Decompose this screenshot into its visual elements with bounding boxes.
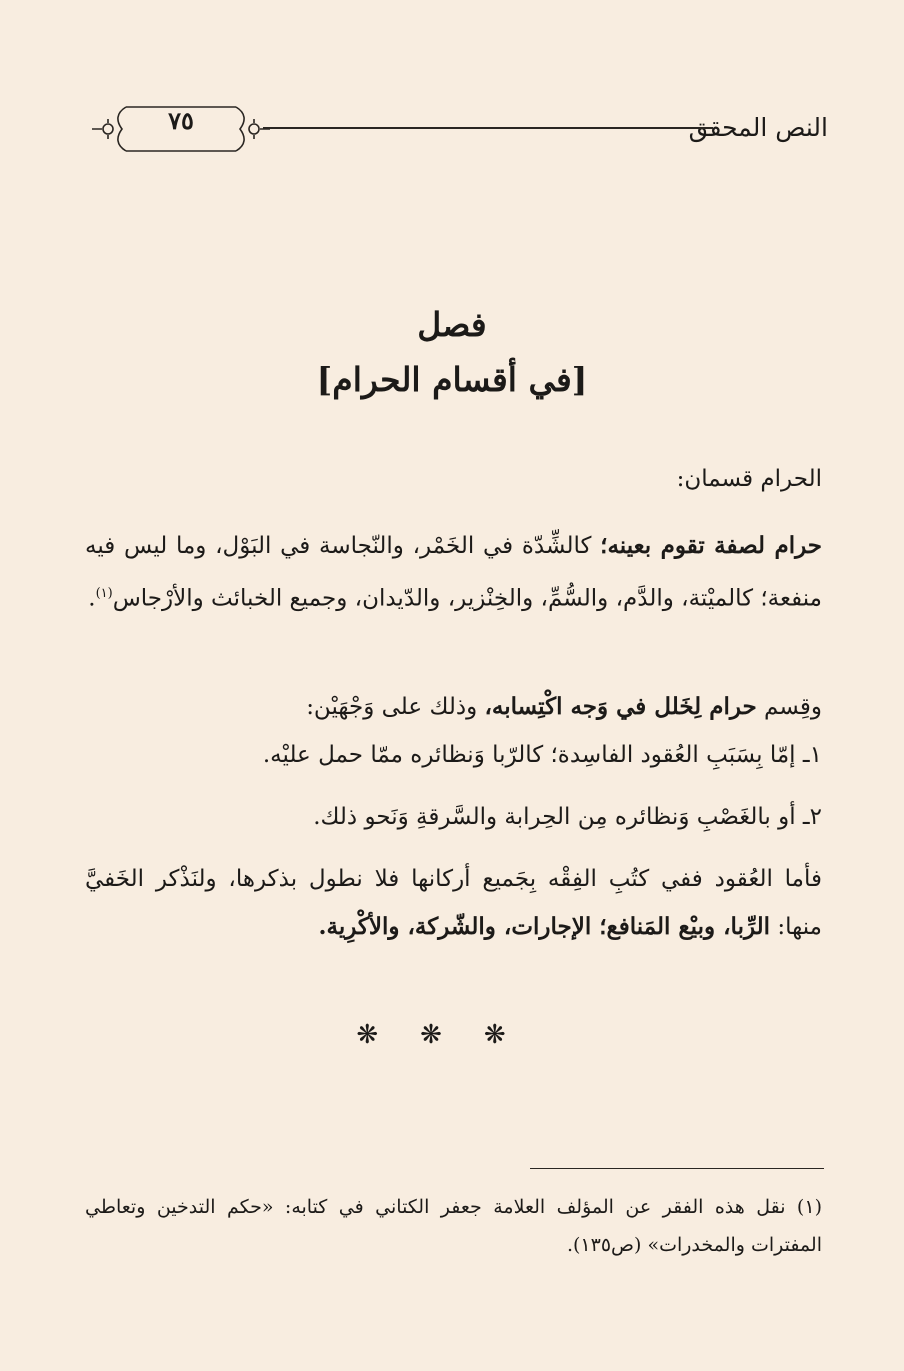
- list-item-1: ١ـ إمّا بِسَبَبِ العُقود الفاسِدة؛ كالرّبا وَنظائره ممّا حمل عليْه.: [262, 742, 822, 768]
- p1-bold: حرام لصفة تقوم بعينه؛: [600, 532, 822, 559]
- page-number-ornament-frame: [88, 95, 273, 163]
- section-separator: ❋❋❋: [356, 1020, 548, 1050]
- p1-end: .: [88, 585, 96, 612]
- footnote: (١) نقل هذه الفقر عن المؤلف العلامة جعفر الكتاني في كتابه: «حكم التدخين وتعاطي المفترات والمخدرات» (ص١٣٥).: [85, 1196, 822, 1256]
- p2-start: وقِسم: [756, 694, 822, 720]
- footnote-ref[interactable]: (١): [95, 586, 113, 601]
- p1-rest: كالشِّدّة في الخَمْر، والنّجاسة في البَوْل، وما ليس فيه منفعة؛ كالميْتة، والدَّم، والسُّمِّ، والخِنْزير، والدّيدان، وجميع الخبائث والأرْجاس: [85, 533, 822, 612]
- list-item-2: ٢ـ أو بالغَصْبِ وَنظائره مِن الحِرابة والسَّرقةِ وَنَحو ذلك.: [313, 804, 822, 830]
- paragraph-2: [85, 683, 822, 731]
- paragraph-1: [85, 522, 822, 623]
- running-title: النص المحقق: [688, 113, 828, 142]
- header-rule: [263, 127, 713, 129]
- page-header: [88, 95, 828, 165]
- p2-rest: وذلك على وَجْهَيْن:: [306, 694, 485, 720]
- p2-bold: حرام لِخَلل في وَجه اكْتِسابه،: [484, 693, 757, 720]
- section-title: فصل: [417, 305, 487, 344]
- paragraph-3: [85, 855, 822, 951]
- page-number: ٧٥: [168, 106, 194, 135]
- p3-start: فأما العُقود ففي كتُبِ الفِقْه بِجَميع أركانها فلا نطول بذكرها، ولنَذْكر الخَفيَّ منها:: [85, 866, 822, 940]
- section-subtitle: [في أقسام الحرام]: [316, 360, 588, 399]
- p3-bold: الرِّبا، وبيْع المَنافع؛ الإجارات، والشّركة، والأكْرِية.: [318, 913, 771, 940]
- footnote-rule: [530, 1168, 824, 1169]
- intro-line: الحرام قسمان:: [676, 466, 822, 492]
